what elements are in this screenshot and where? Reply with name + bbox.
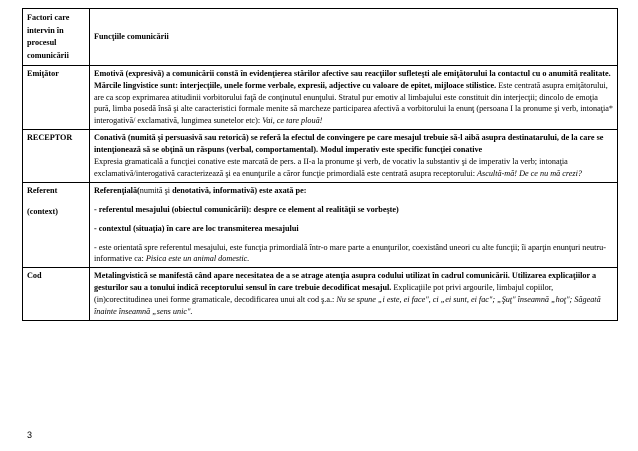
- factor-cell: Emiţător: [23, 65, 90, 129]
- emotive-example: Vai, ce tare plouă!: [262, 116, 323, 126]
- table-header-row: [23, 9, 618, 66]
- referential-title: Referenţială(: [94, 185, 140, 195]
- emotive-details: Este centrată asupra emiţătorului, are ca scop exprimarea atitudinii vorbitorului faţă de conţinutul enunţului. Stratul pur emotiv al limbajului este constituit din interjecţii; dincolo de emoţia pură, limba posedă însă şi alte caracteristici formale menite să marcheze participarea afectivă a vorbitorului la enunţ (persoana I la pronume şi verb, intonaţia* interogativă/ exclamativă, lungimea sunetelor etc):: [94, 80, 614, 126]
- conative-paragraph: [94, 156, 613, 180]
- referential-title-rest: denotativă, informativă) este axată pe:: [172, 185, 307, 195]
- table-row-receptor: [23, 130, 618, 183]
- referential-paragraph: [94, 242, 613, 266]
- metalinguistic-example: Nu se spune „i este, ei face", ci „ei sunt, ei fac"; „Şuţ" înseamnă „hoţ"; Săgeată înainte înseamnă „sens unic".: [94, 295, 601, 316]
- referential-details: - este orientată spre referentul mesajului, este funcţia primordială într-o mare parte a enunţurilor, coexistând uneori cu alte funcţii; îi aparţin enunţuri neutru-informative ca:: [94, 242, 606, 264]
- function-description-cell: [90, 182, 618, 267]
- functions-table: [22, 8, 618, 321]
- conative-example: Ascultă-mă! De ce nu mă crezi?: [477, 168, 582, 178]
- conative-definition: Conativă (numită şi persuasivă sau retorică) se referă la efectul de convingere pe care mesajul trebuie să-l aibă asupra destinatarului, de la care se intenţionează să se obţină un răspuns (verbal, comportamental). Modul imperativ este specific funcţiei conative: [94, 133, 604, 155]
- header-factors-line: comunicării: [27, 51, 69, 61]
- function-description-cell: [90, 130, 618, 183]
- emotive-paragraph: [94, 68, 613, 127]
- table-row-cod: [23, 268, 618, 321]
- function-description-cell: [90, 268, 618, 321]
- referential-point-referent: - referentul mesajului (obiectul comunicării): despre ce element al realităţii se vorbeşte): [94, 204, 399, 214]
- referential-point-context: - contextul (situaţia) în care are loc transmiterea mesajului: [94, 223, 299, 233]
- table-row-emitator: [23, 65, 618, 129]
- header-factors-line: Factori care: [27, 13, 70, 22]
- page-number: 3: [27, 430, 33, 440]
- header-factors-cell: [23, 9, 90, 66]
- metalinguistic-details: Explicaţiile pot privi argourile, limbajul copiilor, (in)corectitudinea unei forme gramaticale, decodificarea unui alt cod ş.a.:: [94, 283, 554, 305]
- header-factors-line: procesul: [27, 38, 57, 48]
- header-factors-line: intervin în: [27, 25, 64, 35]
- factor-name: Referent: [27, 185, 58, 195]
- referential-aka: numită şi: [139, 185, 173, 195]
- factor-cell: Cod: [23, 268, 90, 321]
- table-row-referent: [23, 182, 618, 267]
- header-functions-cell: Funcţiile comunicării: [90, 9, 618, 66]
- referential-definition: [94, 185, 613, 197]
- function-description-cell: [90, 65, 618, 129]
- metalinguistic-paragraph: [94, 270, 613, 318]
- emotive-definition: Emotivă (expresivă) a comunicării constă în evidenţierea stărilor afective sau reacţiilor sufleteşti ale emiţătorului la contactul cu o anumită realitate. Mărcile lingvistice sunt: interjecţiile, unele forme verbale, expresii, adjective cu valoare de epitet, mijloace stilistice.: [94, 68, 611, 90]
- factor-subname: (context): [27, 206, 58, 216]
- factor-cell: [23, 182, 90, 267]
- metalinguistic-definition: Metalingvistică se manifestă când apare necesitatea de a se atrage atenţia asupra codului utilizat în cadrul comunicării. Utilizarea explicaţiilor a gesturilor sau a tonului indică receptorului sensul în care trebuie decodificat mesajul.: [94, 271, 597, 293]
- factor-cell: RECEPTOR: [23, 130, 90, 183]
- conative-details: Expresia gramaticală a funcţiei conative este marcată de pers. a II-a la pronume şi verb, de vocativ la substantiv şi de imperativ la verb; intonaţia exclamativă/interogativă caracterizează şi ea enunţurile a căror funcţie primordială este centrată asupra receptorului:: [94, 157, 568, 178]
- referential-example: Pisica este un animal domestic.: [145, 254, 250, 264]
